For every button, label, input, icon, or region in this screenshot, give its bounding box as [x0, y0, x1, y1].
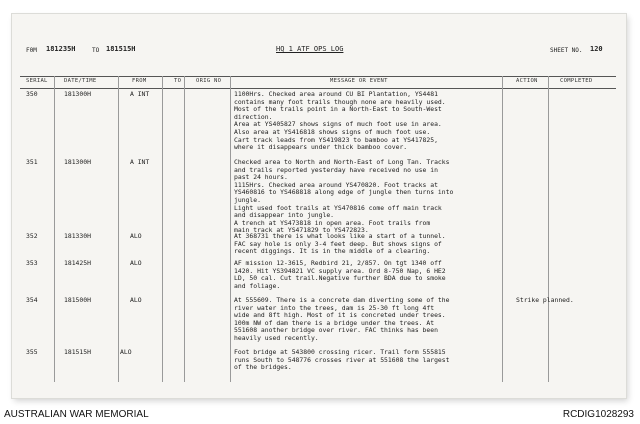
message-line: jungle.: [234, 195, 261, 204]
datetime-cell: 181330H: [64, 232, 91, 240]
serial-cell: 350: [26, 90, 38, 98]
message-line: of the bridges.: [234, 363, 292, 372]
column-divider: [118, 76, 119, 382]
message-line: Most of the trails point in a North-East to South-West: [234, 105, 442, 114]
datetime-cell: 181515H: [64, 348, 91, 356]
serial-cell: 352: [26, 232, 38, 240]
from-cell: A INT: [130, 158, 150, 166]
message-line: 1420. Hit YS394821 VC supply area. Ord 8-750 Nap, 6 HE2: [234, 266, 446, 275]
datetime-cell: 181300H: [64, 158, 91, 166]
col-datetime: DATE/TIME: [64, 78, 97, 84]
message-cell: [234, 91, 530, 152]
message-line: and disappear into jungle.: [234, 211, 335, 220]
column-divider: [230, 76, 231, 382]
column-divider: [162, 76, 163, 382]
from-cell: ALO: [130, 296, 142, 304]
message-cell: [234, 297, 530, 343]
message-line: 100m NW of dam there is a bridge under the trees. At: [234, 318, 435, 327]
message-line: Checked area to North and North-East of Long Tan. Tracks: [234, 158, 450, 166]
column-header-bar: [20, 76, 616, 89]
column-divider: [184, 76, 185, 382]
log-header: [20, 42, 616, 66]
column-divider: [54, 76, 55, 382]
message-cell: [234, 159, 530, 235]
message-line: LD, 50 cal. Cut trail.Negative further BDA due to smoke: [234, 274, 446, 283]
message-line: river water into the trees, dam is 25-30 ft long 4ft: [234, 303, 435, 312]
serial-cell: 351: [26, 158, 38, 166]
message-cell: [234, 260, 530, 290]
message-line: YS460816 to YS468818 along edge of jungle then turns into: [234, 188, 454, 197]
message-line: heavily used recently.: [234, 333, 319, 342]
serial-cell: 353: [26, 259, 38, 267]
col-message: MESSAGE OR EVENT: [330, 78, 388, 84]
sheet-label: SHEET NO.: [550, 47, 583, 54]
from-cell: ALO: [130, 232, 142, 240]
message-line: runs South to 548776 crosses river at 551608 the largest: [234, 355, 450, 364]
from-time: 181235H: [46, 45, 76, 53]
message-line: At 555609. There is a concrete dam diverting some of the: [234, 296, 450, 304]
message-line: 1115Hrs. Checked area around YS470820. Foot tracks at: [234, 180, 438, 189]
message-line: 551608 another bridge over river. FAC thinks has been: [234, 326, 438, 335]
column-divider: [548, 76, 549, 382]
message-line: AF mission 12-3615, Redbird 21, 2/857. On tgt 1340 off: [234, 259, 442, 267]
message-line: and trails reported yesterday have received no use in: [234, 165, 438, 174]
message-line: Area at YS405827 shows signs of much foot use in area.: [234, 120, 442, 129]
message-line: and foliage.: [234, 281, 281, 290]
message-line: At 368731 there is what looks like a start of a tunnel.: [234, 232, 446, 240]
from-cell: ALO: [130, 259, 142, 267]
col-serial: SERIAL: [26, 78, 48, 84]
message-line: 1100Hrs. Checked area around CU BI Plantation, YS4481: [234, 90, 438, 98]
message-line: direction.: [234, 112, 273, 121]
message-line: past 24 hours.: [234, 173, 288, 182]
message-line: A trench at YS473818 in open area. Foot trails from: [234, 218, 431, 227]
col-completed: COMPLETED: [560, 78, 593, 84]
from-label: F0M: [26, 47, 37, 54]
message-line: where it disappears under thick bamboo cover.: [234, 143, 408, 152]
log-title: HQ 1 ATF OPS LOG: [276, 45, 344, 53]
action-cell: Strike planned.: [516, 296, 574, 304]
col-to: TO: [174, 78, 182, 84]
sheet-number: 120: [590, 45, 603, 53]
to-label: TO: [92, 47, 100, 54]
message-line: FAC say hole is only 3-4 feet deep. But shows signs of: [234, 239, 442, 248]
col-from: FROM: [132, 78, 147, 84]
datetime-cell: 181300H: [64, 90, 91, 98]
from-cell: ALO: [120, 348, 132, 356]
serial-cell: 355: [26, 348, 38, 356]
message-cell: [234, 349, 530, 372]
datetime-cell: 181500H: [64, 296, 91, 304]
message-line: Light used foot trails at YS470816 come off main track: [234, 203, 442, 212]
message-line: recent diggings. It is in the middle of a clearing.: [234, 247, 431, 256]
archive-credit: AUSTRALIAN WAR MEMORIAL: [4, 409, 149, 420]
message-line: main track at YS471829 to YS472823.: [234, 226, 369, 235]
message-line: contains many foot trails though none are heavily used.: [234, 97, 446, 106]
to-time: 181515H: [106, 45, 136, 53]
message-line: wide and 8ft high. Most of it is concreted under trees.: [234, 311, 446, 320]
col-action: ACTION: [516, 78, 538, 84]
message-cell: [234, 233, 530, 256]
col-orig-no: ORIG NO: [196, 78, 222, 84]
datetime-cell: 181425H: [64, 259, 91, 267]
document-id: RCDIG1028293: [562, 409, 634, 420]
message-line: Also area at YS416818 shows signs of much foot use.: [234, 127, 431, 136]
serial-cell: 354: [26, 296, 38, 304]
message-line: Foot bridge at 543800 crossing ricer. Trail form 555815: [234, 348, 446, 356]
message-line: Cart track leads from YS419823 to bamboo at YS417825,: [234, 135, 438, 144]
from-cell: A INT: [130, 90, 150, 98]
log-sheet: [12, 14, 626, 398]
